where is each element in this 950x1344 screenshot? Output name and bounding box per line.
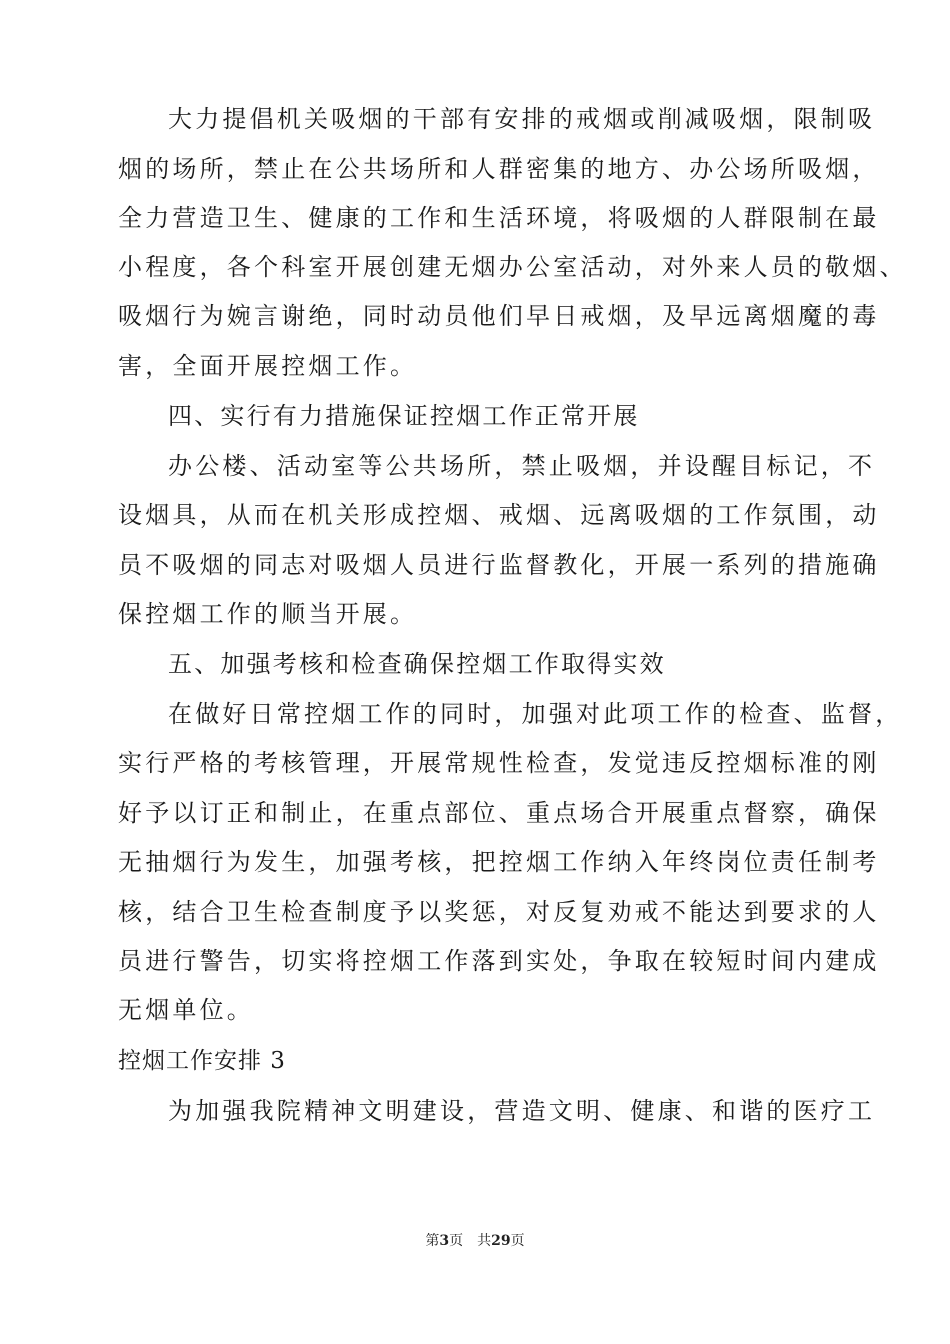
page-total-suffix: 页 <box>510 1233 525 1249</box>
paragraph-line: 好予以订正和制止，在重点部位、重点场合开展重点督察，确保 <box>118 799 880 827</box>
paragraph-line: 设烟具，从而在机关形成控烟、戒烟、远离吸烟的工作氛围，动 <box>118 501 880 529</box>
paragraph-line: 保控烟工作的顺当开展。 <box>118 600 418 628</box>
paragraph-line: 无烟单位。 <box>118 996 254 1024</box>
article-title: 控烟工作安排 3 <box>118 1048 286 1074</box>
page-number-prefix: 第 <box>425 1233 440 1249</box>
paragraph-line: 办公楼、活动室等公共场所，禁止吸烟，并设醒目标记，不 <box>168 452 876 480</box>
paragraph-line: 害，全面开展控烟工作。 <box>118 352 418 380</box>
page-total-prefix: 共 <box>477 1233 492 1249</box>
paragraph-line: 烟的场所，禁止在公共场所和人群密集的地方、办公场所吸烟， <box>118 155 880 183</box>
paragraph-line: 员不吸烟的同志对吸烟人员进行监督教化，开展一系列的措施确 <box>118 551 880 579</box>
paragraph-line: 员进行警告，切实将控烟工作落到实处，争取在较短时间内建成 <box>118 947 880 975</box>
paragraph-line: 为加强我院精神文明建设，营造文明、健康、和谐的医疗工 <box>168 1097 876 1125</box>
paragraph-line: 在做好日常控烟工作的同时，加强对此项工作的检查、监督， <box>168 700 903 728</box>
paragraph-line: 大力提倡机关吸烟的干部有安排的戒烟或削减吸烟，限制吸 <box>168 105 876 133</box>
paragraph-line: 无抽烟行为发生，加强考核，把控烟工作纳入年终岗位责任制考 <box>118 848 880 876</box>
page-footer <box>0 1232 950 1250</box>
page-number-suffix: 页 <box>449 1233 464 1249</box>
paragraph-line: 实行严格的考核管理，开展常规性检查，发觉违反控烟标准的刚 <box>118 749 880 777</box>
paragraph-line: 小程度，各个科室开展创建无烟办公室活动，对外来人员的敬烟、 <box>118 253 907 281</box>
page-number-current: 3 <box>439 1233 450 1249</box>
paragraph-line: 吸烟行为婉言谢绝，同时动员他们早日戒烟，及早远离烟魔的毒 <box>118 302 880 330</box>
section-heading: 四、实行有力措施保证控烟工作正常开展 <box>168 402 640 430</box>
paragraph-line: 全力营造卫生、健康的工作和生活环境，将吸烟的人群限制在最 <box>118 204 880 232</box>
paragraph-line: 核，结合卫生检查制度予以奖惩，对反复劝戒不能达到要求的人 <box>118 898 880 926</box>
page-total: 29 <box>491 1233 511 1249</box>
section-heading: 五、加强考核和检查确保控烟工作取得实效 <box>168 650 666 678</box>
